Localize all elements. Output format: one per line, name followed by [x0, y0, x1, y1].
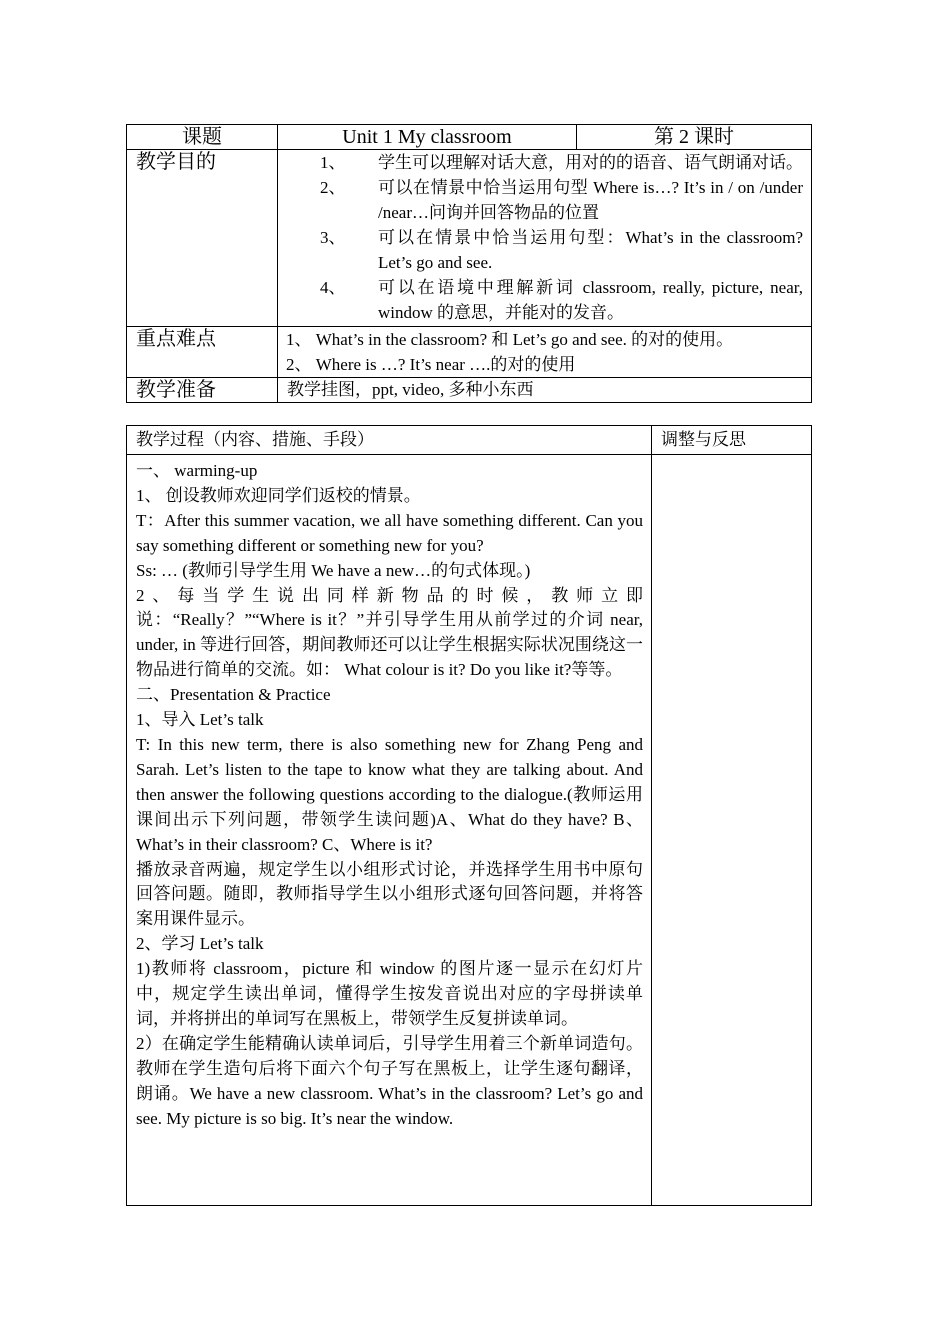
process-body-row [127, 455, 812, 1206]
goal-item [278, 150, 811, 175]
goal-text: 可以在情景中恰当运用句型：What’s in the classroom? Let’s go and see. [378, 228, 803, 272]
goal-item [278, 225, 811, 275]
process-paragraph: 2）在确定学生能精确认读单词后，引导学生用着三个新单词造句。教师在学生造句后将下面六个句子写在黑板上，让学生逐句翻译，朗诵。We have a new classroom. What’s in the classroom? Let’s go and see. My picture is so big. It’s near the window. [136, 1033, 643, 1128]
goals-cell [278, 150, 812, 327]
preparation-value: 教学挂图，ppt, video, 多种小东西 [278, 378, 812, 403]
reflection-cell [652, 455, 812, 1206]
process-paragraph: 2、每当学生说出同样新物品的时候，教师立即说：“Really？”“Where is it？”并引导学生用从前学过的介词 near, under, in 等进行回答，期间教师还可以让学生根据实际状况围绕这一物品进行简单的交流。如： What colour is it? Do you like it?等等。 [136, 585, 643, 680]
goals-label: 教学目的 [127, 150, 278, 327]
goal-text: 可以在语境中理解新词 classroom, really, picture, near, window 的意思，并能对的发音。 [378, 278, 803, 322]
key-point-item: 1、 What’s in the classroom? 和 Let’s go and see. 的对的使用。 [286, 330, 734, 349]
process-paragraph: 1、导入 Let’s talk [136, 710, 264, 730]
key-point-item: 2、 Where is …? It’s near ….的对的使用 [286, 355, 576, 374]
process-paragraph: 1、 创设教师欢迎同学们返校的情景。 [136, 485, 421, 505]
process-header: 教学过程（内容、措施、手段） [127, 426, 652, 455]
goal-number: 4、 [320, 278, 346, 297]
process-content-cell [127, 455, 652, 1206]
lesson-info-table [126, 124, 812, 403]
teaching-process-table [126, 425, 812, 1206]
preparation-label: 教学准备 [127, 378, 278, 403]
goal-item [278, 275, 811, 325]
process-paragraph: 播放录音两遍，规定学生以小组形式讨论，并选择学生用书中原句回答问题。随即，教师指导学生以小组形式逐句回答问题，并将答案用课件显示。 [136, 859, 643, 929]
key-points-row [127, 327, 812, 378]
process-paragraph: T：After this summer vacation, we all have something different. Can you say something different or something new for you? [136, 510, 643, 555]
reflection-header: 调整与反思 [652, 426, 812, 455]
goals-row [127, 150, 812, 327]
process-header-row [127, 426, 812, 455]
process-paragraph: Ss: … (教师引导学生用 We have a new…的句式体现。) [136, 560, 531, 580]
key-points-label: 重点难点 [127, 327, 278, 378]
lesson-number: 第 2 课时 [577, 125, 812, 150]
process-paragraph: 2、学习 Let’s talk [136, 934, 264, 954]
process-paragraph: 一、 warming-up [136, 461, 258, 480]
goal-number: 2、 [320, 178, 346, 197]
goal-text: 可以在情景中恰当运用句型 Where is…? It’s in / on /under /near…问询并回答物品的位置 [378, 178, 803, 222]
process-paragraph: 1)教师将 classroom，picture 和 window 的图片逐一显示在幻灯片中，规定学生读出单词，懂得学生按发音说出对应的字母拼读单词，并将拼出的单词写在黑板上，带领学生反复拼读单词。 [136, 959, 643, 1028]
process-paragraph: 二、Presentation & Practice [136, 685, 331, 705]
topic-value: Unit 1 My classroom [278, 125, 577, 150]
preparation-row [127, 378, 812, 403]
topic-label: 课题 [127, 125, 278, 150]
key-points-cell [278, 327, 812, 378]
goal-number: 1、 [320, 153, 346, 172]
topic-row [127, 125, 812, 150]
process-paragraph: T: In this new term, there is also something new for Zhang Peng and Sarah. Let’s listen to the tape to know what they are talking about. And then answer the following questions according to the dialogue.(教师运用课间出示下列问题，带领学生读问题)A、What do they have? B、What’s in their classroom? C、Where is it? [136, 734, 643, 854]
goal-item [278, 175, 811, 225]
goal-text: 学生可以理解对话大意，用对的的语音、语气朗诵对话。 [378, 153, 803, 172]
goal-number: 3、 [320, 228, 346, 247]
